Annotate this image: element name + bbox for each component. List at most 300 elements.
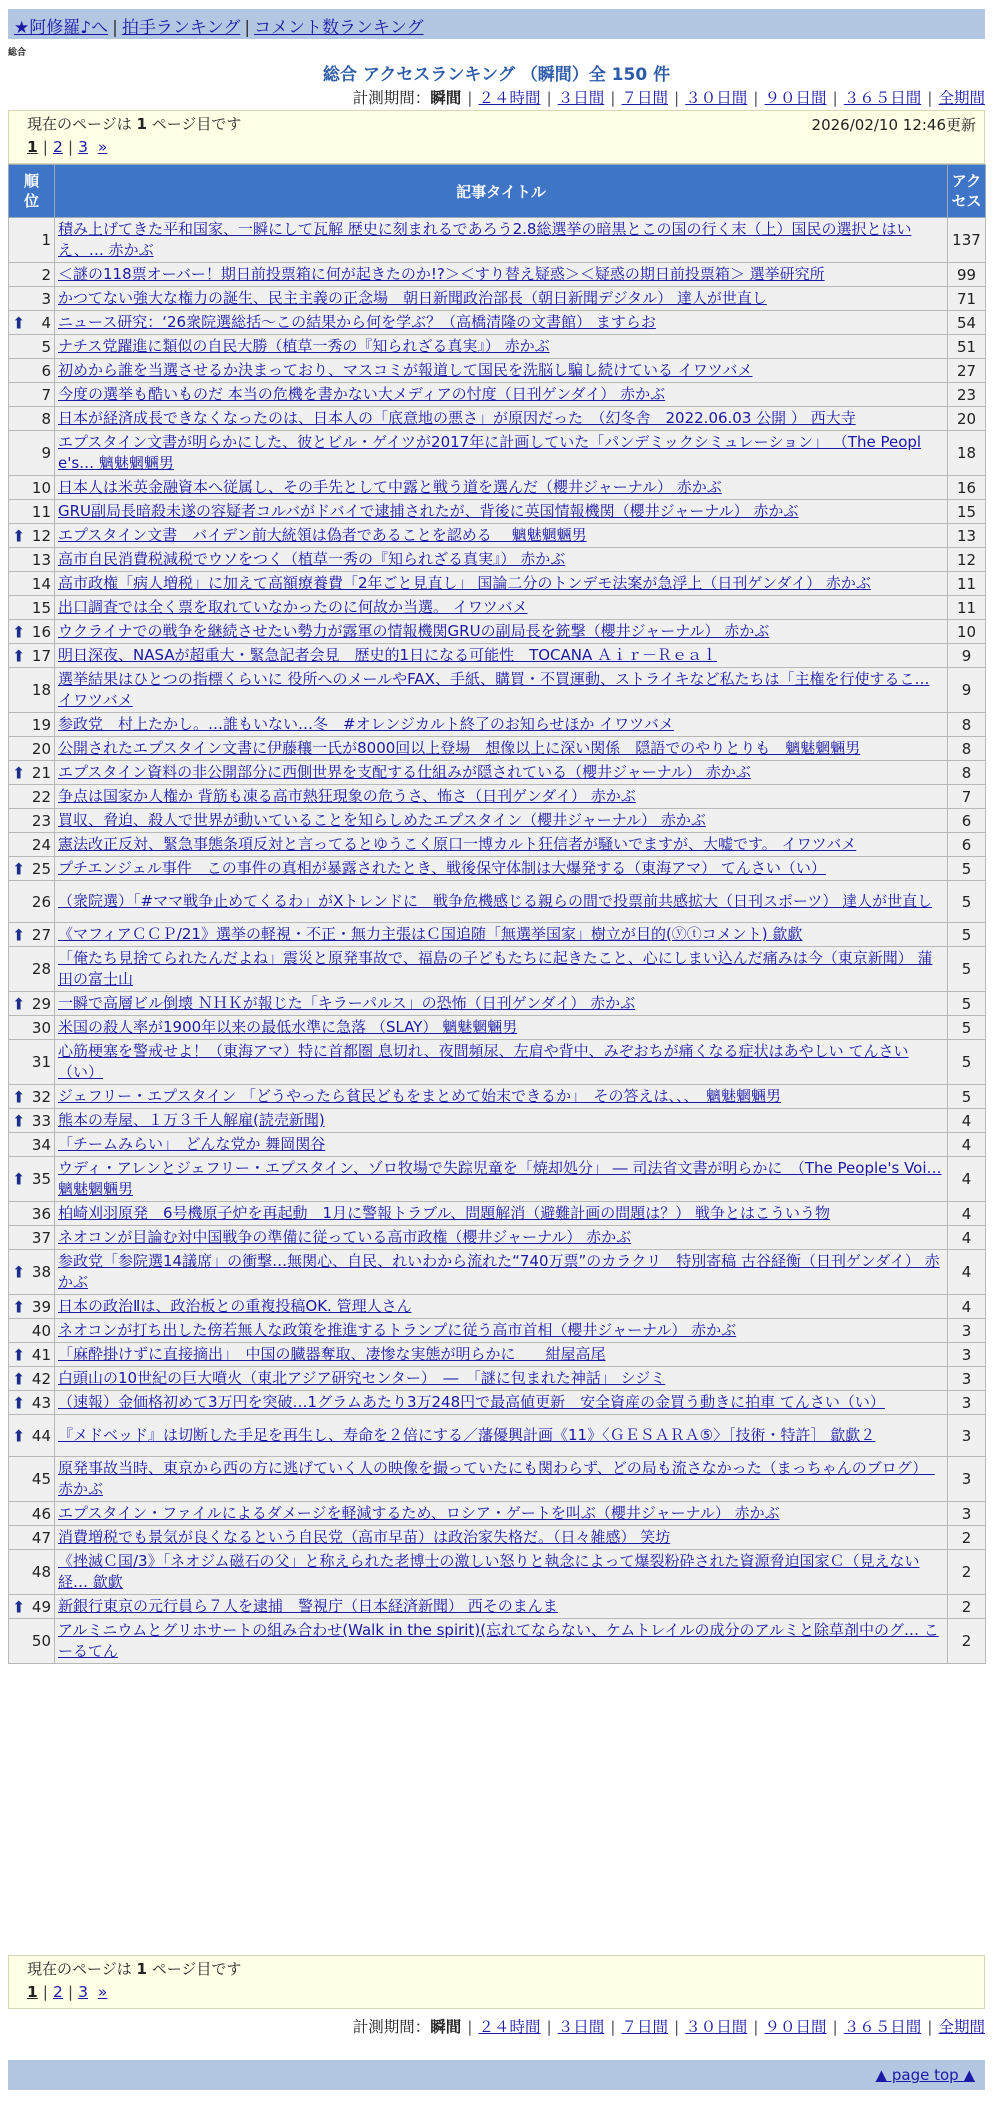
article-link[interactable]: ＜謎の118票オーバー！期日前投票箱に何が起きたのか!?＞＜すり替え疑惑＞＜疑惑の期日前投票箱＞ 選挙研究所 [58, 265, 825, 283]
table-row [9, 524, 986, 548]
item-count: 全 150 件 [588, 65, 671, 85]
rank-number: 5 [41, 337, 51, 356]
access-count: 5 [948, 1016, 986, 1040]
rank-number: 28 [31, 960, 51, 978]
rank-number: 12 [31, 526, 51, 545]
access-count: 4 [948, 1109, 986, 1133]
rank-up-arrow-icon: ⬆ [12, 646, 26, 665]
rank-up-arrow-icon: ⬆ [12, 1369, 26, 1388]
table-row [9, 1415, 986, 1457]
article-link[interactable]: 出口調査では全く票を取れていなかったのに何故か当選。 イワツバメ [58, 598, 528, 616]
title-cell [55, 335, 948, 359]
access-count: 8 [948, 713, 986, 737]
rank-cell [9, 1040, 55, 1085]
rank-number: 9 [41, 444, 51, 462]
article-link[interactable]: ネオコンが打ち出した傍若無人な政策を推進するトランプに従う高市首相（櫻井ジャーナル） 赤かぶ [58, 1321, 737, 1339]
table-row [9, 1619, 986, 1664]
article-link[interactable]: ジェフリー・エプスタイン 「どうやったら貧民どもをまとめて始末できるか」 その答えは、、、 魑魅魍魎男 [58, 1087, 781, 1105]
rank-cell [9, 1319, 55, 1343]
access-count: 4 [948, 1202, 986, 1226]
rank-number: 29 [31, 994, 51, 1013]
rank-cell [9, 947, 55, 992]
access-count: 10 [948, 620, 986, 644]
table-row [9, 1226, 986, 1250]
page-top-link[interactable]: ▲ page top ▲ [875, 2066, 975, 2084]
rank-cell [9, 785, 55, 809]
article-link[interactable]: 公開されたエプスタイン文書に伊藤穰一氏が8000回以上登場 想像以上に深い関係 隠語でのやりとりも 魑魅魍魎男 [58, 739, 861, 757]
rank-number: 21 [31, 763, 51, 782]
rank-number: 26 [31, 892, 51, 911]
article-link[interactable]: 明日深夜、NASAが超重大・緊急記者会見 歴史的1日になる可能性 TOCANA Ａｉｒ－Ｒｅａｌ [58, 646, 718, 664]
rank-cell [9, 1502, 55, 1526]
title-cell [55, 1202, 948, 1226]
rank-cell [9, 1157, 55, 1202]
table-row [9, 1319, 986, 1343]
rank-number: 40 [31, 1321, 51, 1340]
table-row [9, 1502, 986, 1526]
pagination: 1 | 2 | 3 » [27, 1983, 108, 2001]
table-row [9, 923, 986, 947]
ranking-table [8, 164, 986, 1664]
rank-number: 32 [31, 1087, 51, 1106]
title-cell [55, 407, 948, 431]
table-row [9, 335, 986, 359]
title-cell [55, 383, 948, 407]
nav-separator: | [244, 18, 251, 38]
period-7d-link[interactable]: ７日間 [621, 2018, 668, 2036]
rank-cell [9, 737, 55, 761]
table-row [9, 737, 986, 761]
article-link[interactable]: 「俺たち見捨てられたんだよね」震災と原発事故で、福島の子どもたちに起きたこと、心にしまい込んだ痛みは今（東京新聞） 蒲田の富士山 [58, 949, 933, 988]
period-3d-link[interactable]: ３日間 [557, 2018, 605, 2036]
ranking-heading [0, 60, 993, 85]
access-count: 5 [948, 881, 986, 923]
rank-cell [9, 881, 55, 923]
rank-cell [9, 809, 55, 833]
title-cell [55, 572, 948, 596]
ranking-rows [9, 218, 986, 1664]
period-90d-link[interactable]: ９０日間 [764, 89, 827, 107]
title-cell [55, 809, 948, 833]
rank-cell [9, 1295, 55, 1319]
title-cell [55, 1391, 948, 1415]
article-link[interactable]: 買収、脅迫、殺人で世界が動いていることを知らしめたエプスタイン（櫻井ジャーナル） 赤かぶ [58, 811, 706, 829]
access-count: 5 [948, 857, 986, 881]
rank-number: 10 [31, 478, 51, 497]
article-link[interactable]: アルミニウムとグリホサートの組み合わせ(Walk in the spirit)(忘れてならない、ケムトレイルの成分のアルミと除草剤中のグ… こーるてん [58, 1621, 939, 1660]
title-cell [55, 596, 948, 620]
rank-cell [9, 992, 55, 1016]
article-link[interactable]: 憲法改正反対、緊急事態条項反対と言ってるとゆうこく原口一博カルト狂信者が騒いでますが、大嘘です。 イワツバメ [58, 835, 857, 853]
rank-up-arrow-icon: ⬆ [12, 313, 26, 332]
rank-cell [9, 1415, 55, 1457]
period-3d-link[interactable]: ３日間 [557, 89, 605, 107]
table-row [9, 1595, 986, 1619]
rank-cell [9, 407, 55, 431]
period-365d-link[interactable]: ３６５日間 [843, 2018, 922, 2036]
article-link[interactable]: 新銀行東京の元行員ら７人を逮捕 警視庁（日本経済新聞） 西そのまんま [58, 1597, 558, 1615]
rank-number: 38 [31, 1263, 51, 1281]
table-row [9, 809, 986, 833]
nav-separator: | [112, 18, 118, 38]
rank-cell [9, 287, 55, 311]
table-row [9, 761, 986, 785]
table-row [9, 1250, 986, 1295]
table-row [9, 1391, 986, 1415]
page-title: 総合 アクセスランキング （瞬間） [322, 65, 589, 85]
page-link-current: 1 [27, 138, 38, 156]
article-link[interactable]: エプスタイン資料の非公開部分に西側世界を支配する仕組みが隠されている（櫻井ジャーナル） 赤かぶ [58, 763, 751, 781]
title-cell [55, 1502, 948, 1526]
access-count: 5 [948, 947, 986, 992]
table-row [9, 548, 986, 572]
article-link[interactable]: 熊本の寿屋、１万３千人解雇(読売新聞) [58, 1111, 325, 1129]
article-link[interactable]: 心筋梗塞を警戒せよ！（東海アマ）特に首都圏 息切れ、夜間頻尿、左肩や背中、みぞおちが痛くなる症状はあやしい てんさい（い） [58, 1042, 909, 1081]
rank-number: 44 [31, 1426, 51, 1445]
period-selector-bottom: 計測期間：瞬間 | ２４時間 | ３日間 | ７日間 | ３０日間 | ９０日間 | ３６５日間 | 全期間 [352, 2018, 985, 2036]
rank-up-arrow-icon: ⬆ [12, 859, 26, 878]
rank-number: 6 [41, 361, 51, 380]
article-link[interactable]: 『メドベッド』は切断した手足を再生し、寿命を２倍にする／藩優興計画《11》〈ＧＥＳＡＲＡ⑤〉［技術・特許］ 歙歔２ [58, 1426, 876, 1444]
rank-cell [9, 833, 55, 857]
article-link[interactable]: 今度の選挙も酷いものだ 本当の危機を書かない大メディアの忖度（日刊ゲンダイ） 赤かぶ [58, 385, 666, 403]
access-count: 11 [948, 596, 986, 620]
rank-number: 24 [31, 835, 51, 854]
title-cell [55, 668, 948, 713]
updated-timestamp: 2026/02/10 12:46更新 [811, 116, 976, 134]
home-link[interactable]: ★阿修羅♪へ [14, 18, 109, 38]
rank-up-arrow-icon: ⬆ [12, 1111, 26, 1130]
access-count: 27 [948, 359, 986, 383]
comment-ranking-link[interactable]: コメント数ランキング [254, 18, 424, 38]
article-link[interactable]: 高市自民消費税減税でウソをつく（植草一秀の『知られざる真実』） 赤かぶ [58, 550, 566, 568]
table-row [9, 596, 986, 620]
period-current: 瞬間 [430, 89, 462, 107]
rank-cell [9, 1619, 55, 1664]
article-link[interactable]: ネオコンが目論む対中国戦争の準備に従っている高市政権（櫻井ジャーナル） 赤かぶ [58, 1228, 632, 1246]
page-link-3[interactable]: 3 [78, 138, 89, 156]
article-link[interactable]: 日本人は米英金融資本へ従属し、その手先として中露と戦う道を選んだ（櫻井ジャーナル） 赤かぶ [58, 478, 722, 496]
table-row [9, 785, 986, 809]
rank-number: 22 [31, 787, 51, 806]
access-count: 4 [948, 1250, 986, 1295]
rank-number: 23 [31, 811, 51, 830]
table-row [9, 431, 986, 476]
rank-cell [9, 383, 55, 407]
access-count: 4 [948, 1157, 986, 1202]
title-cell [55, 992, 948, 1016]
rank-cell [9, 1250, 55, 1295]
title-cell [55, 287, 948, 311]
rank-number: 16 [31, 622, 51, 641]
title-cell [55, 431, 948, 476]
article-link[interactable]: 初めから誰を当選させるか決まっており、マスコミが報道して国民を洗脳し騙し続けている イワツバメ [58, 361, 753, 379]
title-cell [55, 1595, 948, 1619]
rank-up-arrow-icon: ⬆ [12, 1087, 26, 1106]
article-link[interactable]: 争点は国家か人権か 背筋も凍る高市熱狂現象の危うさ、怖さ（日刊ゲンダイ） 赤かぶ [58, 787, 636, 805]
article-link[interactable]: プチエンジェル事件 この事件の真相が暴露されたとき、戦後保守体制は大爆発する（東海アマ） てんさい（い） [58, 859, 826, 877]
rank-number: 19 [31, 715, 51, 734]
rank-cell [9, 311, 55, 335]
period-24h-link[interactable]: ２４時間 [478, 89, 541, 107]
table-header-row [9, 165, 986, 218]
rank-cell [9, 572, 55, 596]
rank-cell [9, 1391, 55, 1415]
rank-up-arrow-icon: ⬆ [12, 1426, 26, 1445]
table-row [9, 881, 986, 923]
article-link[interactable]: 選挙結果はひとつの指標くらいに 役所へのメールやFAX、手紙、購買・不買運動、ストライキなど私たちは「主権を行使するこ… イワツバメ [58, 670, 930, 709]
period-all-link[interactable]: 全期間 [938, 2018, 985, 2036]
access-count: 8 [948, 737, 986, 761]
access-count: 3 [948, 1415, 986, 1457]
title-cell [55, 1415, 948, 1457]
title-cell [55, 1619, 948, 1664]
access-count: 54 [948, 311, 986, 335]
access-count: 3 [948, 1367, 986, 1391]
rank-cell [9, 263, 55, 287]
article-link[interactable]: エプスタイン文書 バイデン前大統領は偽者であることを認める 魑魅魍魎男 [58, 526, 587, 544]
article-link[interactable]: エプスタイン文書が明らかにした、彼とビル・ゲイツが2017年に計画していた「パンデミックシミュレーション」 （The People's… 魑魅魍魎男 [58, 433, 922, 472]
rank-cell [9, 620, 55, 644]
rank-number: 34 [31, 1135, 51, 1154]
rank-cell [9, 548, 55, 572]
rank-cell [9, 644, 55, 668]
current-page-text: 現在のページは 1 ページ目です [27, 1960, 242, 1978]
title-cell [55, 359, 948, 383]
rank-cell [9, 1367, 55, 1391]
rank-number: 41 [31, 1345, 51, 1364]
table-row [9, 1457, 986, 1502]
rank-cell [9, 218, 55, 263]
title-cell [55, 524, 948, 548]
article-link[interactable]: エプスタイン・ファイルによるダメージを軽減するため、ロシア・ゲートを叫ぶ（櫻井ジャーナル） 赤かぶ [58, 1504, 780, 1522]
access-count: 3 [948, 1391, 986, 1415]
title-cell [55, 548, 948, 572]
article-link[interactable]: 積み上げてきた平和国家、一瞬にして瓦解 歴史に刻まれるであろう2.8総選挙の暗黒とこの国の行く末（上）国民の選択とはいえ、… 赤かぶ [58, 220, 912, 259]
rank-number: 49 [31, 1597, 51, 1616]
access-count: 5 [948, 992, 986, 1016]
table-row [9, 1085, 986, 1109]
rank-number: 47 [31, 1528, 51, 1547]
top-nav-bar [8, 9, 985, 39]
title-cell [55, 620, 948, 644]
access-count: 4 [948, 1226, 986, 1250]
title-cell [55, 1157, 948, 1202]
table-row [9, 407, 986, 431]
rank-number: 11 [31, 502, 51, 521]
access-count: 51 [948, 335, 986, 359]
article-link[interactable]: かつてない強大な権力の誕生、民主主義の正念場 朝日新聞政治部長（朝日新聞デジタル） 達人が世直し [58, 289, 767, 307]
period-selector-top: 計測期間：瞬間 | ２４時間 | ３日間 | ７日間 | ３０日間 | ９０日間 | ３６５日間 | 全期間 [352, 89, 985, 107]
table-row [9, 644, 986, 668]
access-count: 71 [948, 287, 986, 311]
rank-cell [9, 500, 55, 524]
access-count: 11 [948, 572, 986, 596]
access-count: 99 [948, 263, 986, 287]
access-count: 8 [948, 761, 986, 785]
title-cell [55, 1016, 948, 1040]
article-link[interactable]: 消費増税でも景気が良くなるという自民党（高市早苗）は政治家失格だ。（日々雑感） 笑坊 [58, 1528, 671, 1546]
rank-up-arrow-icon: ⬆ [12, 526, 26, 545]
next-page-link[interactable]: » [97, 138, 108, 156]
table-row [9, 572, 986, 596]
rank-cell [9, 431, 55, 476]
access-count: 9 [948, 644, 986, 668]
rank-number: 35 [31, 1170, 51, 1188]
period-30d-link[interactable]: ３０日間 [685, 89, 748, 107]
article-link[interactable]: ウクライナでの戦争を継続させたい勢力が露軍の情報機関GRUの副局長を銃撃（櫻井ジャーナル） 赤かぶ [58, 622, 770, 640]
rank-cell [9, 1109, 55, 1133]
article-link[interactable]: 日本の政治Ⅱは、政治板との重複投稿OK. 管理人さん [58, 1297, 412, 1315]
rank-number: 33 [31, 1111, 51, 1130]
period-all-link[interactable]: 全期間 [938, 89, 985, 107]
rank-number: 37 [31, 1228, 51, 1247]
rank-number: 42 [31, 1369, 51, 1388]
table-row [9, 359, 986, 383]
access-count: 2 [948, 1550, 986, 1595]
access-count: 16 [948, 476, 986, 500]
rank-number: 39 [31, 1297, 51, 1316]
article-link[interactable]: GRU副局長暗殺未遂の容疑者コルバがドバイで逮捕されたが、背後に英国情報機関（櫻井ジャーナル） 赤かぶ [58, 502, 799, 520]
rank-cell [9, 1202, 55, 1226]
article-link[interactable]: 参政党 村上たかし。…誰もいない…冬 #オレンジカルト終了のお知らせほか イワツバメ [58, 715, 674, 733]
table-row [9, 857, 986, 881]
article-link[interactable]: 高市政権「病人増税」に加えて高額療養費「2年ごと見直し」 国論二分のトンデモ法案が急浮上（日刊ゲンダイ） 赤かぶ [58, 574, 871, 592]
article-link[interactable]: 参政党「参院選14議席」の衝撃…無関心、自民、れいわから流れた“740万票”のカラクリ 特別寄稿 古谷経衡（日刊ゲンダイ） 赤かぶ [58, 1252, 940, 1291]
title-cell [55, 1133, 948, 1157]
rank-number: 1 [41, 231, 51, 249]
access-count: 2 [948, 1595, 986, 1619]
page-link-2[interactable]: 2 [53, 138, 63, 156]
table-row [9, 1367, 986, 1391]
article-link[interactable]: 「チームみらい」 どんな党か 舞岡関谷 [58, 1135, 326, 1153]
rank-number: 31 [31, 1053, 51, 1071]
table-row [9, 947, 986, 992]
rank-up-arrow-icon: ⬆ [12, 763, 26, 782]
rank-number: 48 [31, 1563, 51, 1581]
period-30d-link[interactable]: ３０日間 [685, 2018, 748, 2036]
rank-cell [9, 713, 55, 737]
access-header: アクセス [948, 165, 986, 218]
title-cell [55, 311, 948, 335]
table-row [9, 713, 986, 737]
next-page-link[interactable]: » [97, 1983, 108, 2001]
table-row [9, 1343, 986, 1367]
rank-cell [9, 1226, 55, 1250]
rank-number: 7 [41, 385, 51, 404]
article-link[interactable]: 一瞬で高層ビル倒壊 ＮＨＫが報じた「キラーパルス」の恐怖（日刊ゲンダイ） 赤かぶ [58, 994, 636, 1012]
table-row [9, 1016, 986, 1040]
article-link[interactable]: 米国の殺人率が1900年以来の最低水準に急落 （SLAY） 魑魅魍魎男 [58, 1018, 518, 1036]
access-count: 3 [948, 1319, 986, 1343]
title-cell [55, 1343, 948, 1367]
period-365d-link[interactable]: ３６５日間 [843, 89, 922, 107]
page-link-2[interactable]: 2 [53, 1983, 63, 2001]
rank-number: 43 [31, 1393, 51, 1412]
access-count: 2 [948, 1526, 986, 1550]
article-link[interactable]: ナチス党躍進に類似の自民大勝（植草一秀の『知られざる真実』） 赤かぶ [58, 337, 550, 355]
bottom-bar [8, 2060, 985, 2090]
rank-number: 36 [31, 1204, 51, 1223]
table-row [9, 620, 986, 644]
article-link[interactable]: 《マフィアＣＣＰ/21》選挙の軽視・不正・無力主張はＣ国追随「無選挙国家」樹立が目的(ⓨⓣコメント) 歙歔 [58, 925, 803, 943]
table-row [9, 1526, 986, 1550]
period-7d-link[interactable]: ７日間 [621, 89, 668, 107]
rank-cell [9, 923, 55, 947]
access-count: 2 [948, 1619, 986, 1664]
table-row [9, 1202, 986, 1226]
rank-number: 17 [31, 646, 51, 665]
rank-number: 15 [31, 598, 51, 617]
rank-up-arrow-icon: ⬆ [12, 1262, 26, 1282]
rank-cell [9, 524, 55, 548]
article-link[interactable]: 日本が経済成長できなくなったのは、日本人の「底意地の悪さ」が原因だった （幻冬舎 2022.06.03 公開 ） 西大寺 [58, 409, 856, 427]
rank-cell [9, 596, 55, 620]
rank-number: 30 [31, 1018, 51, 1037]
rank-number: 25 [31, 859, 51, 878]
article-link[interactable]: 柏崎刈羽原発 6号機原子炉を再起動 1月に警報トラブル、問題解消（避難計画の問題は？） 戦争とはこういう物 [58, 1204, 831, 1222]
rank-number: 27 [31, 925, 51, 944]
rank-cell [9, 476, 55, 500]
period-current: 瞬間 [430, 2018, 462, 2036]
access-count: 6 [948, 833, 986, 857]
period-24h-link[interactable]: ２４時間 [478, 2018, 541, 2036]
title-cell [55, 947, 948, 992]
table-row [9, 263, 986, 287]
title-cell [55, 263, 948, 287]
applause-ranking-link[interactable]: 拍手ランキング [121, 18, 241, 38]
rank-up-arrow-icon: ⬆ [12, 1597, 26, 1616]
rank-up-arrow-icon: ⬆ [12, 1297, 26, 1316]
rank-cell [9, 1457, 55, 1502]
period-90d-link[interactable]: ９０日間 [764, 2018, 827, 2036]
article-link[interactable]: ウディ・アレンとジェフリー・エプスタイン、ゾロ牧場で失踪児童を「焼却処分」 ― 司法省文書が明らかに （The People's Voi… 魑魅魍魎男 [58, 1159, 942, 1198]
article-link[interactable]: ニュース研究：‘26衆院選総括～この結果から何を学ぶ？（高橋清隆の文書館） ますらお [58, 313, 656, 331]
article-link[interactable]: 白頭山の10世紀の巨大噴火（東北アジア研究センター） ― 「謎に包まれた神話」 シジミ [58, 1369, 666, 1387]
rank-number: 13 [31, 550, 51, 569]
access-count: 12 [948, 548, 986, 572]
title-cell [55, 713, 948, 737]
title-cell [55, 1295, 948, 1319]
page-link-3[interactable]: 3 [78, 1983, 89, 2001]
rank-header: 順位 [9, 165, 55, 218]
table-row [9, 1550, 986, 1595]
access-count: 15 [948, 500, 986, 524]
table-row [9, 383, 986, 407]
rank-cell [9, 335, 55, 359]
rank-number: 3 [41, 289, 51, 308]
table-row [9, 833, 986, 857]
title-cell [55, 500, 948, 524]
title-cell [55, 476, 948, 500]
article-link[interactable]: 《挫滅Ｃ国/3》「ネオジム磁石の父」と称えられた老博士の激しい怒りと執念によって爆裂粉砕された資源脅迫国家Ｃ（見えない経… 歙歔 [58, 1552, 920, 1591]
rank-cell [9, 857, 55, 881]
access-count: 5 [948, 1040, 986, 1085]
article-link[interactable]: （衆院選）「#ママ戦争止めてくるわ」がXトレンドに 戦争危機感じる親らの間で投票前共感拡大（日刊スポーツ） 達人が世直し [58, 892, 933, 910]
rank-number: 4 [41, 313, 51, 332]
rank-cell [9, 668, 55, 713]
title-cell [55, 923, 948, 947]
article-link[interactable]: （速報）金価格初めて3万円を突破…1グラムあたり3万248円で最高値更新 安全資産の金買う動きに拍車 てんさい（い） [58, 1393, 885, 1411]
rank-up-arrow-icon: ⬆ [12, 1393, 26, 1412]
page-link-current: 1 [27, 1983, 38, 2001]
table-row [9, 218, 986, 263]
table-row [9, 992, 986, 1016]
access-count: 5 [948, 1085, 986, 1109]
article-link[interactable]: 「麻酔掛けずに直接摘出」 中国の臓器奪取、凄惨な実態が明らかに 紺屋高尾 [58, 1345, 606, 1363]
article-link[interactable]: 原発事故当時、東京から西の方に逃げていく人の映像を撮っていたにも関わらず、どの局も流さなかった（まっちゃんのブログ） 赤かぶ [58, 1459, 935, 1498]
title-cell [55, 1319, 948, 1343]
